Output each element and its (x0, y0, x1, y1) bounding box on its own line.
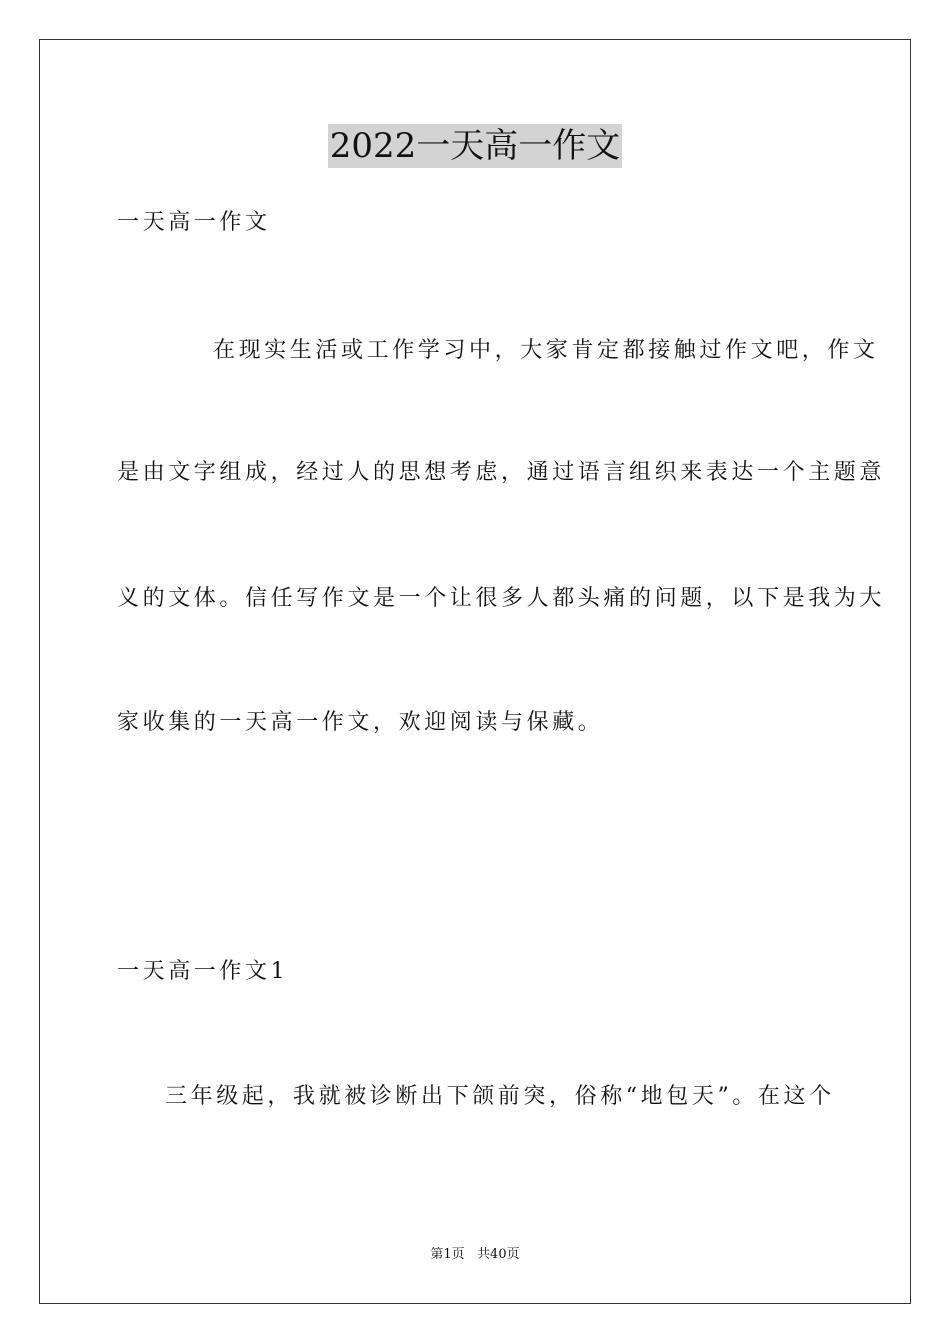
intro-line-2: 是由文字组成，经过人的思想考虑，通过语言组织来表达一个主题意 (117, 460, 886, 485)
page-footer: 第1页 共40页 (430, 1247, 520, 1262)
intro-line-4: 家收集的一天高一作文，欢迎阅读与保藏。 (117, 710, 604, 735)
intro-line-3: 义的文体。信任写作文是一个让很多人都头痛的问题，以下是我为大 (117, 586, 886, 611)
section-paragraph-line-1: 三年级起，我就被诊断出下颌前突，俗称“地包天”。在这个 (165, 1084, 835, 1109)
subtitle: 一天高一作文 (117, 210, 271, 235)
section-heading: 一天高一作文1 (117, 959, 289, 984)
title-container (0, 124, 950, 168)
intro-line-1: 在现实生活或工作学习中，大家肯定都接触过作文吧，作文 (213, 338, 879, 363)
document-title: 2022一天高一作文 (329, 126, 621, 166)
